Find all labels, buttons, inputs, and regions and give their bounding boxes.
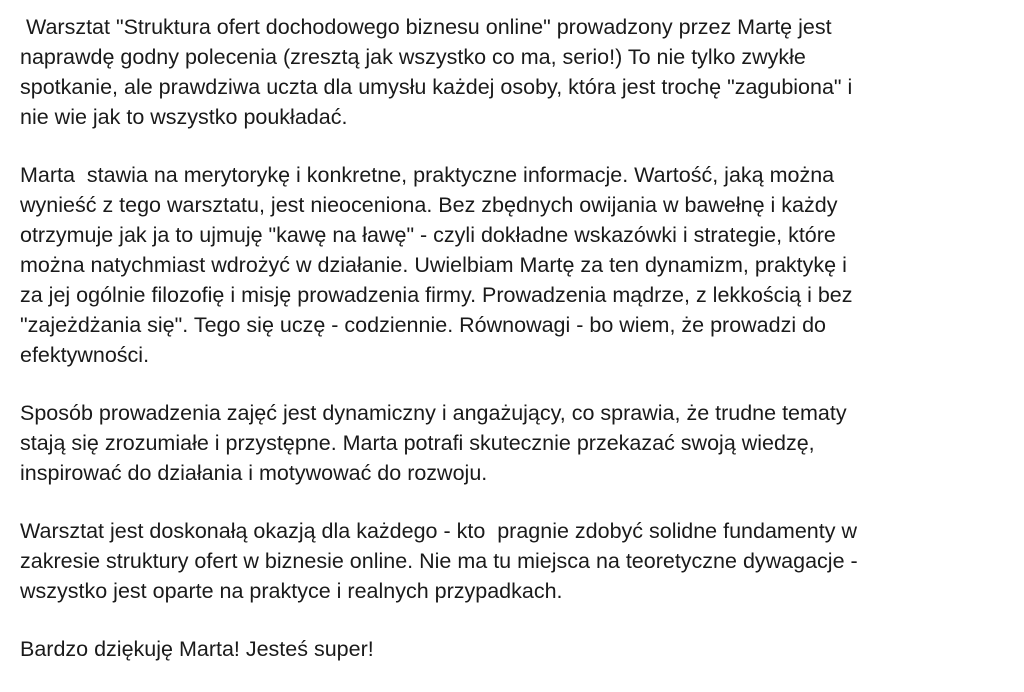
text-line: naprawdę godny polecenia (zresztą jak wszystko co ma, serio!) To nie tylko zwykłe [20,45,806,69]
paragraph-intro [20,12,1020,132]
text-line: wynieść z tego warsztatu, jest nieoceniona. Bez zbędnych owijania w bawełnę i każdy [20,193,838,217]
text-line: "zajeżdżania się". Tego się uczę - codziennie. Równowagi - bo wiem, że prowadzi do [20,313,827,337]
text-line: Marta stawia na merytorykę i konkretne, praktyczne informacje. Wartość, jaką można [20,163,835,187]
paragraph-merytoryka [20,160,1020,370]
text-line: Bardzo dziękuję Marta! Jesteś super! [20,637,374,661]
text-line: efektywności. [20,343,150,367]
paragraph-sposob [20,398,1020,488]
text-line: nie wie jak to wszystko poukładać. [20,105,348,129]
text-line: Warsztat jest doskonałą okazją dla każdego - kto pragnie zdobyć solidne fundamenty w [20,519,857,543]
text-line: spotkanie, ale prawdziwa uczta dla umysłu każdej osoby, która jest trochę "zagubiona" i [20,75,853,99]
text-line: otrzymuje jak ja to ujmuję "kawę na ławę" - czyli dokładne wskazówki i strategie, które [20,223,836,247]
text-line: Sposób prowadzenia zajęć jest dynamiczny i angażujący, co sprawia, że trudne tematy [20,401,847,425]
paragraph-okazja [20,516,1020,606]
text-line: wszystko jest oparte na praktyce i realnych przypadkach. [20,579,563,603]
text-line: Warsztat "Struktura ofert dochodowego biznesu online" prowadzony przez Martę jest [20,15,832,39]
text-line: inspirować do działania i motywować do rozwoju. [20,461,488,485]
paragraph-thanks [20,634,1020,664]
text-line: zakresie struktury ofert w biznesie online. Nie ma tu miejsca na teoretyczne dywagacje - [20,549,858,573]
text-line: stają się zrozumiałe i przystępne. Marta potrafi skutecznie przekazać swoją wiedzę, [20,431,815,455]
text-line: można natychmiast wdrożyć w działanie. Uwielbiam Martę za ten dynamizm, praktykę i [20,253,847,277]
testimonial-document [20,12,1020,692]
text-line: za jej ogólnie filozofię i misję prowadzenia firmy. Prowadzenia mądrze, z lekkością i bez [20,283,853,307]
